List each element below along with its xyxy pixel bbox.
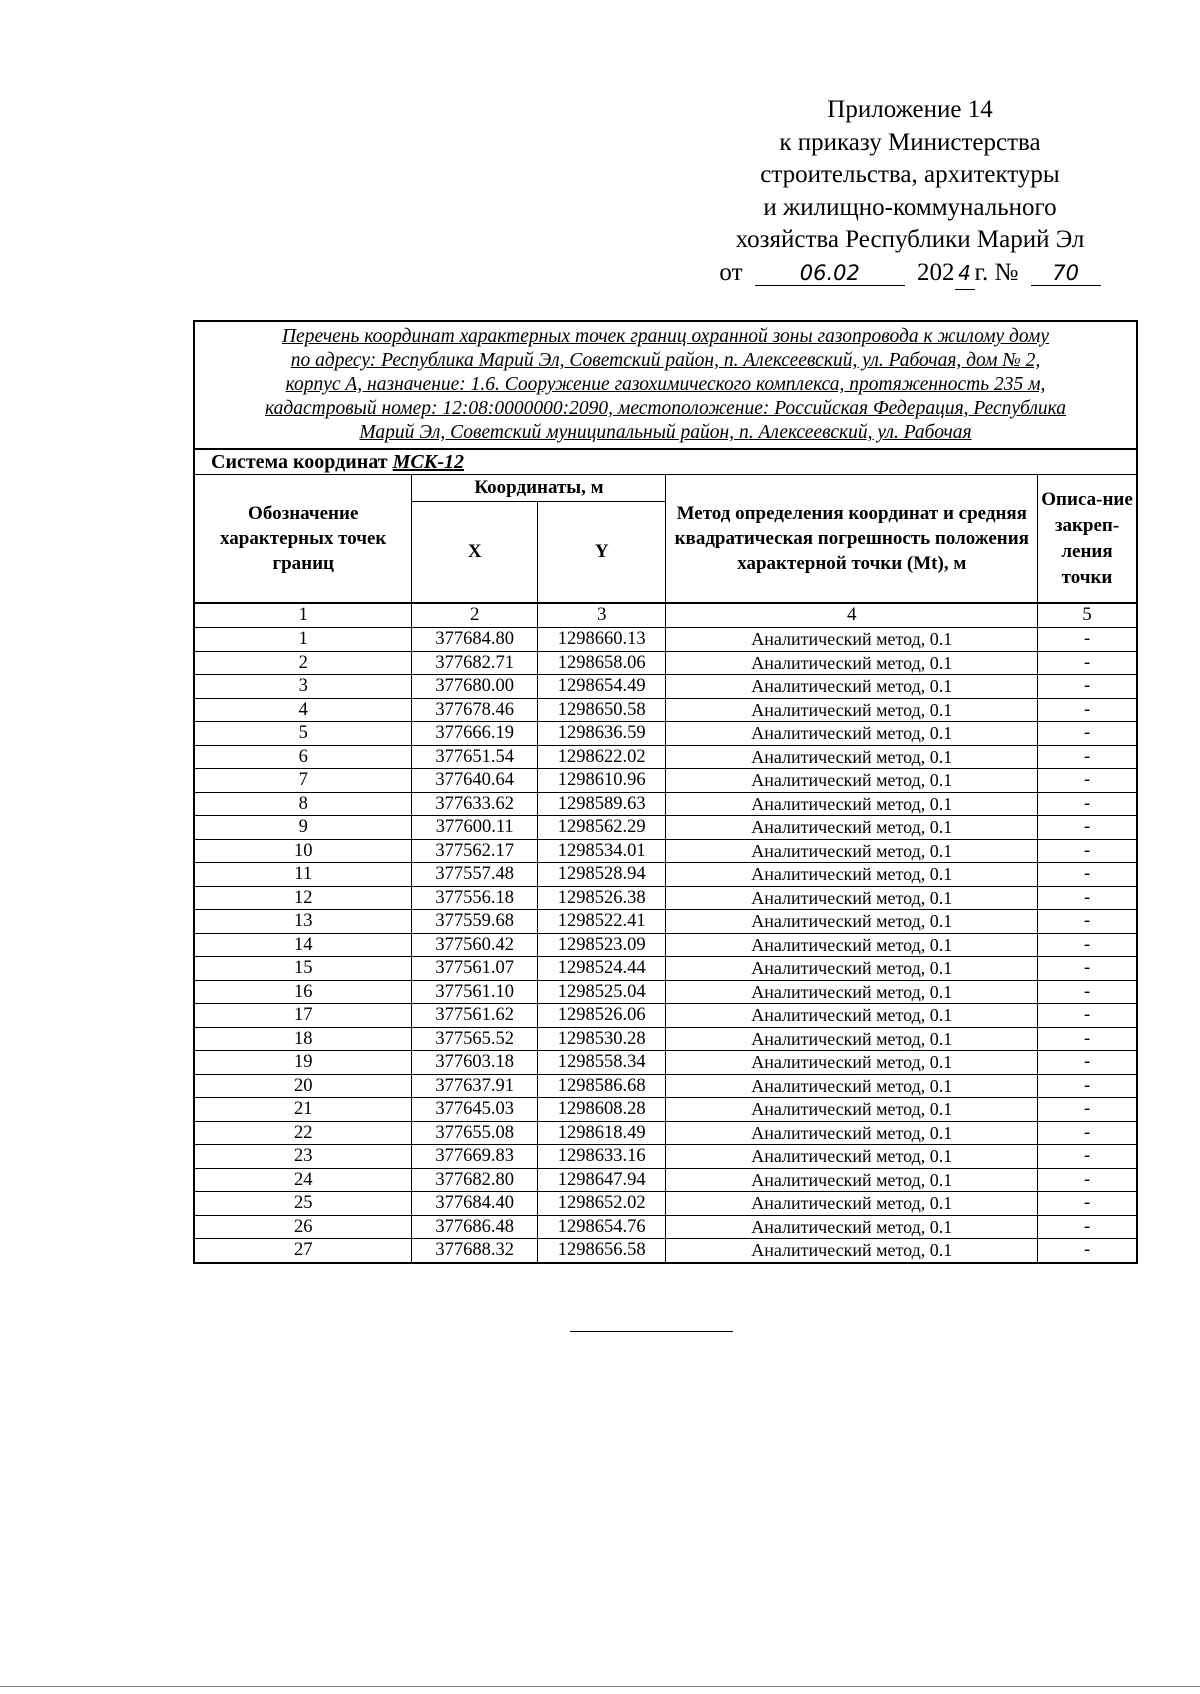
x-coordinate-cell: 377684.80 bbox=[412, 628, 538, 652]
coordinate-system-label: Система координат bbox=[211, 451, 388, 473]
point-number-cell: 6 bbox=[195, 745, 412, 769]
y-coordinate-cell: 1298622.02 bbox=[537, 745, 666, 769]
point-number-cell: 13 bbox=[195, 910, 412, 934]
table-row bbox=[195, 839, 1136, 863]
description-cell: - bbox=[1038, 933, 1136, 957]
coordinate-system-row bbox=[195, 450, 1136, 475]
method-cell: Аналитический метод, 0.1 bbox=[666, 651, 1038, 675]
heading-line-1: Перечень координат характерных точек границ охранной зоны газопровода к жилому дому bbox=[281, 326, 1050, 347]
method-cell: Аналитический метод, 0.1 bbox=[666, 1027, 1038, 1051]
table-row bbox=[195, 722, 1136, 746]
table-row bbox=[195, 1145, 1136, 1169]
appendix-ministry-line-3: хозяйства Республики Марий Эл bbox=[735, 226, 1085, 253]
appendix-title: Приложение 14 bbox=[827, 96, 993, 123]
description-cell: - bbox=[1038, 1192, 1136, 1216]
y-coordinate-cell: 1298522.41 bbox=[537, 910, 666, 934]
description-cell: - bbox=[1038, 1145, 1136, 1169]
point-number-cell: 25 bbox=[195, 1192, 412, 1216]
method-cell: Аналитический метод, 0.1 bbox=[666, 886, 1038, 910]
x-coordinate-cell: 377557.48 bbox=[412, 863, 538, 887]
description-cell: - bbox=[1038, 886, 1136, 910]
method-cell: Аналитический метод, 0.1 bbox=[666, 628, 1038, 652]
heading-line-4: кадастровый номер: 12:08:0000000:2090, местоположение: Российская Федерация, Республика bbox=[264, 398, 1067, 419]
y-coordinate-cell: 1298589.63 bbox=[537, 792, 666, 816]
description-cell: - bbox=[1038, 957, 1136, 981]
method-cell: Аналитический метод, 0.1 bbox=[666, 722, 1038, 746]
table-row bbox=[195, 1121, 1136, 1145]
x-coordinate-cell: 377645.03 bbox=[412, 1098, 538, 1122]
table-row bbox=[195, 1215, 1136, 1239]
method-cell: Аналитический метод, 0.1 bbox=[666, 816, 1038, 840]
description-cell: - bbox=[1038, 910, 1136, 934]
table-row bbox=[195, 628, 1136, 652]
method-cell: Аналитический метод, 0.1 bbox=[666, 1098, 1038, 1122]
point-number-cell: 20 bbox=[195, 1074, 412, 1098]
y-coordinate-cell: 1298658.06 bbox=[537, 651, 666, 675]
y-coordinate-cell: 1298610.96 bbox=[537, 769, 666, 793]
description-cell: - bbox=[1038, 1027, 1136, 1051]
column-number-row bbox=[195, 603, 1136, 628]
handwritten-date: 06.02 bbox=[755, 261, 905, 286]
table-row bbox=[195, 816, 1136, 840]
method-cell: Аналитический метод, 0.1 bbox=[666, 1074, 1038, 1098]
method-cell: Аналитический метод, 0.1 bbox=[666, 1168, 1038, 1192]
x-coordinate-cell: 377559.68 bbox=[412, 910, 538, 934]
column-number: 4 bbox=[666, 603, 1038, 628]
x-coordinate-cell: 377561.10 bbox=[412, 980, 538, 1004]
table-row bbox=[195, 1051, 1136, 1075]
table-row bbox=[195, 886, 1136, 910]
description-cell: - bbox=[1038, 839, 1136, 863]
x-coordinate-cell: 377561.07 bbox=[412, 957, 538, 981]
appendix-date-line bbox=[690, 257, 1130, 291]
method-cell: Аналитический метод, 0.1 bbox=[666, 769, 1038, 793]
table-row bbox=[195, 957, 1136, 981]
point-number-cell: 18 bbox=[195, 1027, 412, 1051]
y-coordinate-cell: 1298528.94 bbox=[537, 863, 666, 887]
table-row bbox=[195, 745, 1136, 769]
y-coordinate-cell: 1298636.59 bbox=[537, 722, 666, 746]
x-coordinate-cell: 377603.18 bbox=[412, 1051, 538, 1075]
description-cell: - bbox=[1038, 698, 1136, 722]
method-cell: Аналитический метод, 0.1 bbox=[666, 745, 1038, 769]
header-method: Метод определения координат и средняя квадратическая погрешность положения характерной точки (Mt), м bbox=[666, 475, 1038, 603]
coordinates-document-frame bbox=[193, 320, 1138, 1264]
x-coordinate-cell: 377688.32 bbox=[412, 1239, 538, 1262]
column-number: 2 bbox=[412, 603, 538, 628]
y-coordinate-cell: 1298633.16 bbox=[537, 1145, 666, 1169]
description-cell: - bbox=[1038, 675, 1136, 699]
table-row bbox=[195, 910, 1136, 934]
y-coordinate-cell: 1298524.44 bbox=[537, 957, 666, 981]
description-cell: - bbox=[1038, 816, 1136, 840]
x-coordinate-cell: 377561.62 bbox=[412, 1004, 538, 1028]
x-coordinate-cell: 377678.46 bbox=[412, 698, 538, 722]
table-row bbox=[195, 1074, 1136, 1098]
point-number-cell: 3 bbox=[195, 675, 412, 699]
x-coordinate-cell: 377684.40 bbox=[412, 1192, 538, 1216]
description-cell: - bbox=[1038, 1239, 1136, 1262]
header-x: X bbox=[412, 501, 538, 603]
description-cell: - bbox=[1038, 863, 1136, 887]
method-cell: Аналитический метод, 0.1 bbox=[666, 863, 1038, 887]
x-coordinate-cell: 377562.17 bbox=[412, 839, 538, 863]
y-coordinate-cell: 1298608.28 bbox=[537, 1098, 666, 1122]
point-number-cell: 2 bbox=[195, 651, 412, 675]
y-coordinate-cell: 1298654.76 bbox=[537, 1215, 666, 1239]
y-coordinate-cell: 1298530.28 bbox=[537, 1027, 666, 1051]
column-number: 1 bbox=[195, 603, 412, 628]
header-point-designation: Обозначение характерных точек границ bbox=[195, 475, 412, 603]
method-cell: Аналитический метод, 0.1 bbox=[666, 839, 1038, 863]
table-row bbox=[195, 933, 1136, 957]
point-number-cell: 16 bbox=[195, 980, 412, 1004]
description-cell: - bbox=[1038, 1051, 1136, 1075]
x-coordinate-cell: 377655.08 bbox=[412, 1121, 538, 1145]
point-number-cell: 8 bbox=[195, 792, 412, 816]
table-row bbox=[195, 1004, 1136, 1028]
description-cell: - bbox=[1038, 1074, 1136, 1098]
table-row bbox=[195, 651, 1136, 675]
point-number-cell: 26 bbox=[195, 1215, 412, 1239]
table-row bbox=[195, 769, 1136, 793]
x-coordinate-cell: 377682.71 bbox=[412, 651, 538, 675]
x-coordinate-cell: 377640.64 bbox=[412, 769, 538, 793]
page-bottom-rule bbox=[0, 1686, 1200, 1687]
table-row bbox=[195, 1027, 1136, 1051]
y-coordinate-cell: 1298656.58 bbox=[537, 1239, 666, 1262]
method-cell: Аналитический метод, 0.1 bbox=[666, 957, 1038, 981]
y-coordinate-cell: 1298652.02 bbox=[537, 1192, 666, 1216]
point-number-cell: 23 bbox=[195, 1145, 412, 1169]
y-coordinate-cell: 1298534.01 bbox=[537, 839, 666, 863]
year-suffix: г. № bbox=[974, 258, 1019, 286]
description-cell: - bbox=[1038, 651, 1136, 675]
description-cell: - bbox=[1038, 1168, 1136, 1192]
point-number-cell: 19 bbox=[195, 1051, 412, 1075]
method-cell: Аналитический метод, 0.1 bbox=[666, 1215, 1038, 1239]
heading-line-5: Марий Эл, Советский муниципальный район, п. Алексеевский, ул. Рабочая bbox=[359, 422, 972, 443]
x-coordinate-cell: 377633.62 bbox=[412, 792, 538, 816]
method-cell: Аналитический метод, 0.1 bbox=[666, 1051, 1038, 1075]
x-coordinate-cell: 377565.52 bbox=[412, 1027, 538, 1051]
method-cell: Аналитический метод, 0.1 bbox=[666, 1145, 1038, 1169]
point-number-cell: 21 bbox=[195, 1098, 412, 1122]
description-cell: - bbox=[1038, 745, 1136, 769]
table-row bbox=[195, 1192, 1136, 1216]
point-number-cell: 10 bbox=[195, 839, 412, 863]
column-number: 5 bbox=[1038, 603, 1136, 628]
table-row bbox=[195, 1098, 1136, 1122]
header-coordinates: Координаты, м bbox=[412, 475, 666, 501]
x-coordinate-cell: 377686.48 bbox=[412, 1215, 538, 1239]
coordinate-system-value: МСК-12 bbox=[392, 451, 464, 473]
table-row bbox=[195, 1239, 1136, 1262]
point-number-cell: 12 bbox=[195, 886, 412, 910]
description-cell: - bbox=[1038, 1098, 1136, 1122]
method-cell: Аналитический метод, 0.1 bbox=[666, 910, 1038, 934]
table-row bbox=[195, 1168, 1136, 1192]
method-cell: Аналитический метод, 0.1 bbox=[666, 675, 1038, 699]
table-row bbox=[195, 698, 1136, 722]
method-cell: Аналитический метод, 0.1 bbox=[666, 980, 1038, 1004]
date-prefix: от bbox=[719, 258, 743, 286]
point-number-cell: 27 bbox=[195, 1239, 412, 1262]
y-coordinate-cell: 1298650.58 bbox=[537, 698, 666, 722]
y-coordinate-cell: 1298526.38 bbox=[537, 886, 666, 910]
y-coordinate-cell: 1298525.04 bbox=[537, 980, 666, 1004]
y-coordinate-cell: 1298647.94 bbox=[537, 1168, 666, 1192]
appendix-order-line: к приказу Министерства bbox=[779, 128, 1041, 156]
x-coordinate-cell: 377651.54 bbox=[412, 745, 538, 769]
description-cell: - bbox=[1038, 980, 1136, 1004]
description-cell: - bbox=[1038, 1121, 1136, 1145]
point-number-cell: 4 bbox=[195, 698, 412, 722]
year-prefix: 202 bbox=[917, 258, 955, 286]
table-row bbox=[195, 675, 1136, 699]
table-row bbox=[195, 980, 1136, 1004]
y-coordinate-cell: 1298558.34 bbox=[537, 1051, 666, 1075]
handwritten-order-number: 70 bbox=[1031, 261, 1101, 286]
handwritten-year-digit: 4 bbox=[955, 257, 975, 291]
x-coordinate-cell: 377556.18 bbox=[412, 886, 538, 910]
method-cell: Аналитический метод, 0.1 bbox=[666, 1004, 1038, 1028]
heading-line-3: корпус А, назначение: 1.6. Сооружение газохимического комплекса, протяженность 235 м, bbox=[285, 374, 1046, 395]
list-heading bbox=[195, 322, 1136, 450]
description-cell: - bbox=[1038, 722, 1136, 746]
appendix-ministry-line-2: и жилищно-коммунального bbox=[763, 193, 1057, 221]
column-number: 3 bbox=[537, 603, 666, 628]
y-coordinate-cell: 1298526.06 bbox=[537, 1004, 666, 1028]
y-coordinate-cell: 1298654.49 bbox=[537, 675, 666, 699]
x-coordinate-cell: 377680.00 bbox=[412, 675, 538, 699]
header-description: Описа-ние закреп-ления точки bbox=[1038, 475, 1136, 603]
method-cell: Аналитический метод, 0.1 bbox=[666, 792, 1038, 816]
y-coordinate-cell: 1298660.13 bbox=[537, 628, 666, 652]
point-number-cell: 17 bbox=[195, 1004, 412, 1028]
point-number-cell: 5 bbox=[195, 722, 412, 746]
table-row bbox=[195, 863, 1136, 887]
point-number-cell: 9 bbox=[195, 816, 412, 840]
heading-line-2: по адресу: Республика Марий Эл, Советский район, п. Алексеевский, ул. Рабочая, дом № 2, bbox=[290, 350, 1041, 371]
y-coordinate-cell: 1298618.49 bbox=[537, 1121, 666, 1145]
x-coordinate-cell: 377682.80 bbox=[412, 1168, 538, 1192]
point-number-cell: 24 bbox=[195, 1168, 412, 1192]
x-coordinate-cell: 377600.11 bbox=[412, 816, 538, 840]
method-cell: Аналитический метод, 0.1 bbox=[666, 933, 1038, 957]
x-coordinate-cell: 377666.19 bbox=[412, 722, 538, 746]
x-coordinate-cell: 377669.83 bbox=[412, 1145, 538, 1169]
coordinates-table bbox=[195, 475, 1136, 1262]
description-cell: - bbox=[1038, 628, 1136, 652]
x-coordinate-cell: 377637.91 bbox=[412, 1074, 538, 1098]
appendix-ministry-line-1: строительства, архитектуры bbox=[760, 161, 1060, 188]
method-cell: Аналитический метод, 0.1 bbox=[666, 1192, 1038, 1216]
description-cell: - bbox=[1038, 1004, 1136, 1028]
description-cell: - bbox=[1038, 1215, 1136, 1239]
table-row bbox=[195, 792, 1136, 816]
description-cell: - bbox=[1038, 792, 1136, 816]
point-number-cell: 15 bbox=[195, 957, 412, 981]
y-coordinate-cell: 1298562.29 bbox=[537, 816, 666, 840]
point-number-cell: 14 bbox=[195, 933, 412, 957]
y-coordinate-cell: 1298523.09 bbox=[537, 933, 666, 957]
end-of-document-line bbox=[570, 1331, 733, 1332]
description-cell: - bbox=[1038, 769, 1136, 793]
method-cell: Аналитический метод, 0.1 bbox=[666, 698, 1038, 722]
y-coordinate-cell: 1298586.68 bbox=[537, 1074, 666, 1098]
method-cell: Аналитический метод, 0.1 bbox=[666, 1239, 1038, 1262]
point-number-cell: 7 bbox=[195, 769, 412, 793]
appendix-header bbox=[690, 94, 1130, 290]
method-cell: Аналитический метод, 0.1 bbox=[666, 1121, 1038, 1145]
x-coordinate-cell: 377560.42 bbox=[412, 933, 538, 957]
header-y: Y bbox=[537, 501, 666, 603]
point-number-cell: 11 bbox=[195, 863, 412, 887]
point-number-cell: 1 bbox=[195, 628, 412, 652]
point-number-cell: 22 bbox=[195, 1121, 412, 1145]
